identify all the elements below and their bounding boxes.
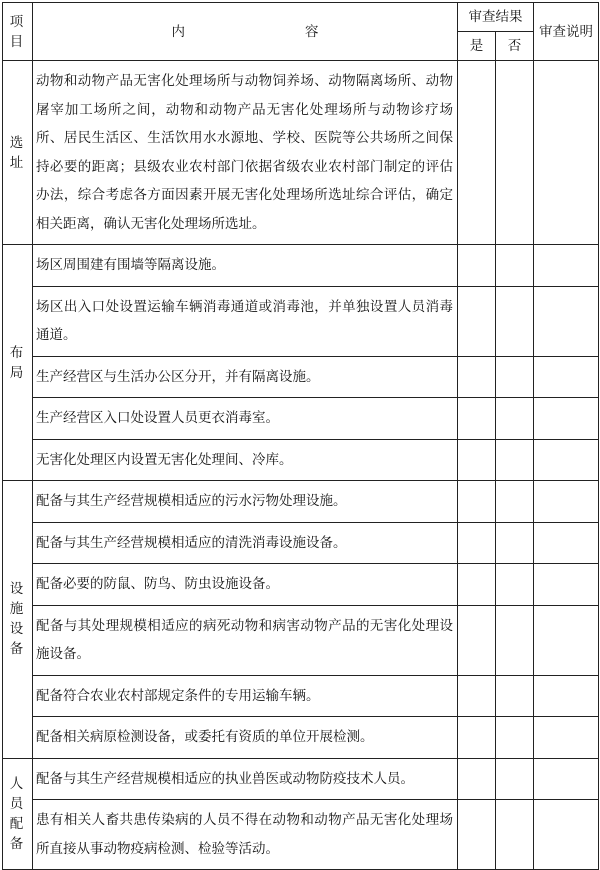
yes-cell[interactable] <box>458 675 496 717</box>
header-project-line2: 目 <box>9 33 26 50</box>
item-content: 配备与其处理规模相适应的病死动物和病害动物产品的无害化处理设施设备。 <box>33 605 458 675</box>
header-review-note: 审查说明 <box>534 3 599 61</box>
note-cell[interactable] <box>534 564 599 606</box>
header-content <box>33 3 458 61</box>
note-cell[interactable] <box>534 481 599 523</box>
no-cell[interactable] <box>496 522 534 564</box>
item-content: 配备必要的防鼠、防鸟、防虫设施设备。 <box>33 564 458 606</box>
item-content: 配备与其生产经营规模相适应的清洗消毒设施设备。 <box>33 522 458 564</box>
no-cell[interactable] <box>496 481 534 523</box>
note-cell[interactable] <box>534 800 599 870</box>
table-row <box>3 398 599 440</box>
header-project-line1: 项 <box>9 13 26 30</box>
yes-cell[interactable] <box>458 286 496 356</box>
item-content: 无害化处理区内设置无害化处理间、冷库。 <box>33 439 458 481</box>
header-content-char2: 容 <box>305 23 319 40</box>
header-project <box>3 3 33 61</box>
item-content: 配备符合农业农村部规定条件的专用运输车辆。 <box>33 675 458 717</box>
category-char: 备 <box>9 835 26 852</box>
table-row <box>3 245 599 287</box>
category-cell <box>3 481 33 759</box>
item-content: 动物和动物产品无害化处理场所与动物饲养场、动物隔离场所、动物屠宰加工场所之间，动物和动物产品无害化处理场所与动物诊疗场所、居民生活区、生活饮用水水源地、学校、医院等公共场所之间保持必要的距离；县级农业农村部门依据省级农业农村部门制定的评估办法，综合考虑各方面因素开展无害化处理场所选址综合评估，确定相关距离，确认无害化处理场所选址。 <box>33 61 458 245</box>
note-cell[interactable] <box>534 356 599 398</box>
table-row <box>3 481 599 523</box>
item-content: 配备与其生产经营规模相适应的执业兽医或动物防疫技术人员。 <box>33 758 458 800</box>
no-cell[interactable] <box>496 439 534 481</box>
yes-cell[interactable] <box>458 439 496 481</box>
item-content: 生产经营区与生活办公区分开，并有隔离设施。 <box>33 356 458 398</box>
table-row <box>3 800 599 870</box>
header-no: 否 <box>496 32 534 61</box>
yes-cell[interactable] <box>458 481 496 523</box>
category-char: 施 <box>9 601 26 618</box>
yes-cell[interactable] <box>458 398 496 440</box>
note-cell[interactable] <box>534 61 599 245</box>
yes-cell[interactable] <box>458 717 496 759</box>
note-cell[interactable] <box>534 522 599 564</box>
header-yes: 是 <box>458 32 496 61</box>
item-content: 患有相关人畜共患传染病的人员不得在动物和动物产品无害化处理场所直接从事动物疫病检测、检验等活动。 <box>33 800 458 870</box>
category-char: 备 <box>9 641 26 658</box>
category-char: 员 <box>9 795 26 812</box>
note-cell[interactable] <box>534 605 599 675</box>
item-content: 场区出入口处设置运输车辆消毒通道或消毒池，并单独设置人员消毒通道。 <box>33 286 458 356</box>
category-char: 选 <box>9 134 26 151</box>
note-cell[interactable] <box>534 245 599 287</box>
category-char: 局 <box>9 364 26 381</box>
header-content-char1: 内 <box>171 23 185 40</box>
table-row <box>3 717 599 759</box>
review-table <box>2 2 599 870</box>
category-char: 布 <box>9 344 26 361</box>
item-content: 配备与其生产经营规模相适应的污水污物处理设施。 <box>33 481 458 523</box>
table-row <box>3 439 599 481</box>
note-cell[interactable] <box>534 758 599 800</box>
no-cell[interactable] <box>496 245 534 287</box>
table-row <box>3 286 599 356</box>
yes-cell[interactable] <box>458 245 496 287</box>
yes-cell[interactable] <box>458 356 496 398</box>
yes-cell[interactable] <box>458 522 496 564</box>
note-cell[interactable] <box>534 717 599 759</box>
category-char: 人 <box>9 775 26 792</box>
category-char: 配 <box>9 815 26 832</box>
table-row <box>3 758 599 800</box>
table-row <box>3 605 599 675</box>
item-content: 配备相关病原检测设备，或委托有资质的单位开展检测。 <box>33 717 458 759</box>
category-char: 址 <box>9 154 26 171</box>
table-row <box>3 61 599 245</box>
no-cell[interactable] <box>496 356 534 398</box>
yes-cell[interactable] <box>458 605 496 675</box>
no-cell[interactable] <box>496 717 534 759</box>
category-cell <box>3 758 33 870</box>
category-char: 设 <box>9 621 26 638</box>
item-content: 场区周围建有围墙等隔离设施。 <box>33 245 458 287</box>
category-char: 设 <box>9 581 26 598</box>
no-cell[interactable] <box>496 758 534 800</box>
yes-cell[interactable] <box>458 800 496 870</box>
item-content: 生产经营区入口处设置人员更衣消毒室。 <box>33 398 458 440</box>
no-cell[interactable] <box>496 800 534 870</box>
yes-cell[interactable] <box>458 61 496 245</box>
note-cell[interactable] <box>534 675 599 717</box>
no-cell[interactable] <box>496 605 534 675</box>
table-row <box>3 675 599 717</box>
no-cell[interactable] <box>496 564 534 606</box>
no-cell[interactable] <box>496 675 534 717</box>
table-row <box>3 522 599 564</box>
category-cell <box>3 245 33 481</box>
category-cell <box>3 61 33 245</box>
no-cell[interactable] <box>496 398 534 440</box>
table-row <box>3 356 599 398</box>
header-review-result: 审查结果 <box>458 3 534 32</box>
note-cell[interactable] <box>534 398 599 440</box>
yes-cell[interactable] <box>458 758 496 800</box>
no-cell[interactable] <box>496 286 534 356</box>
yes-cell[interactable] <box>458 564 496 606</box>
table-row <box>3 564 599 606</box>
note-cell[interactable] <box>534 286 599 356</box>
note-cell[interactable] <box>534 439 599 481</box>
no-cell[interactable] <box>496 61 534 245</box>
